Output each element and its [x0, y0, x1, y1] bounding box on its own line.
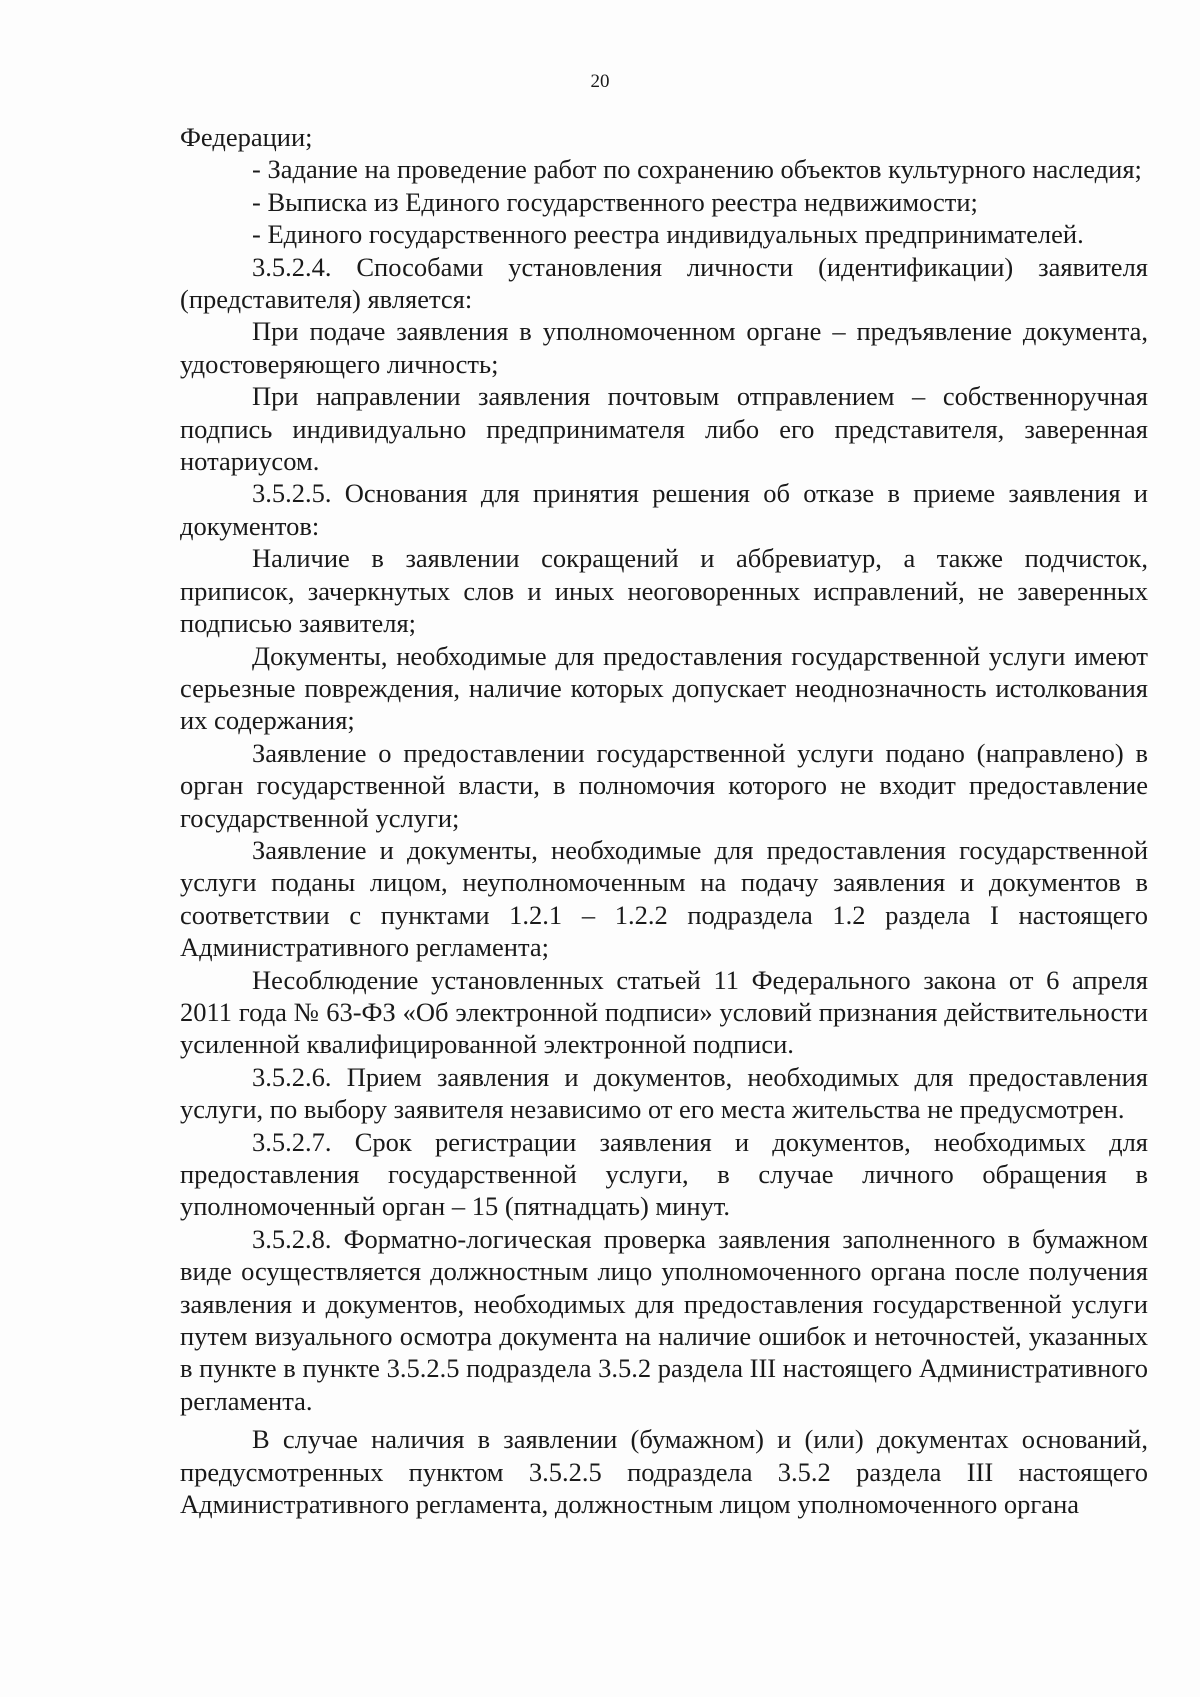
paragraph-3: - Выписка из Единого государственного реестра недвижимости;: [252, 186, 978, 217]
paragraph-11: Заявление о предоставлении государственной услуги подано (направлено) в орган государственной власти, в полномочия которого не входит предоставление государственной услуги;: [180, 737, 1148, 833]
paragraph-9: Наличие в заявлении сокращений и аббревиатур, а также подчисток, приписок, зачеркнутых слов и иных неоговоренных исправлений, не заверенных подписью заявителя;: [180, 543, 1148, 639]
paragraph-4: - Единого государственного реестра индивидуальных предпринимателей.: [252, 219, 1084, 250]
paragraph-1: Федерации;: [180, 122, 313, 152]
paragraph-15: 3.5.2.7. Срок регистрации заявления и документов, необходимых для предоставления государственной услуги, в случае личного обращения в уполномоченный орган – 15 (пятнадцать) минут.: [180, 1126, 1148, 1222]
paragraph-6: При подаче заявления в уполномоченном органе – предъявление документа, удостоверяющего личность;: [180, 316, 1148, 379]
page-number: 20: [590, 71, 610, 92]
document-body: [180, 121, 1148, 1520]
paragraph-17: В случае наличия в заявлении (бумажном) и (или) документах оснований, предусмотренных пунктом 3.5.2.5 подраздела 3.5.2 раздела III настоящего Административного регламента, должностным лицом уполномоченного органа: [180, 1424, 1148, 1520]
paragraph-2: - Задание на проведение работ по сохранению объектов культурного наследия;: [252, 154, 1142, 185]
paragraph-12: Заявление и документы, необходимые для предоставления государственной услуги поданы лицом, неуполномоченным на подачу заявления и документов в соответствии с пунктами 1.2.1 – 1.2.2 подраздела 1.2 раздела I настоящего Административного регламента;: [180, 834, 1148, 963]
paragraph-14: 3.5.2.6. Прием заявления и документов, необходимых для предоставления услуги, по выбору заявителя независимо от его места жительства не предусмотрен.: [180, 1061, 1148, 1125]
paragraph-7: При направлении заявления почтовым отправлением – собственноручная подпись индивидуально предпринимателя либо его представителя, заверенная нотариусом.: [180, 381, 1148, 477]
paragraph-5: 3.5.2.4. Способами установления личности (идентификации) заявителя (представителя) является:: [180, 251, 1148, 315]
paragraph-13: Несоблюдение установленных статьей 11 Федерального закона от 6 апреля 2011 года № 63-ФЗ «Об электронной подписи» условий признания действительности усиленной квалифицированной электронной подписи.: [180, 964, 1148, 1060]
paragraph-16: 3.5.2.8. Форматно-логическая проверка заявления заполненного в бумажном виде осуществляется должностным лицо уполномоченного органа после получения заявления и документов, необходимых для предоставления государственной услуги путем визуального осмотра документа на наличие ошибок и неточностей, указанных в пункте в пункте 3.5.2.5 подраздела 3.5.2 раздела III настоящего Административного регламента.: [180, 1223, 1148, 1416]
paragraph-8: 3.5.2.5. Основания для принятия решения об отказе в приеме заявления и документов:: [180, 478, 1148, 541]
paragraph-10: Документы, необходимые для предоставления государственной услуги имеют серьезные повреждения, наличие которых допускает неоднозначность истолкования их содержания;: [180, 640, 1148, 736]
